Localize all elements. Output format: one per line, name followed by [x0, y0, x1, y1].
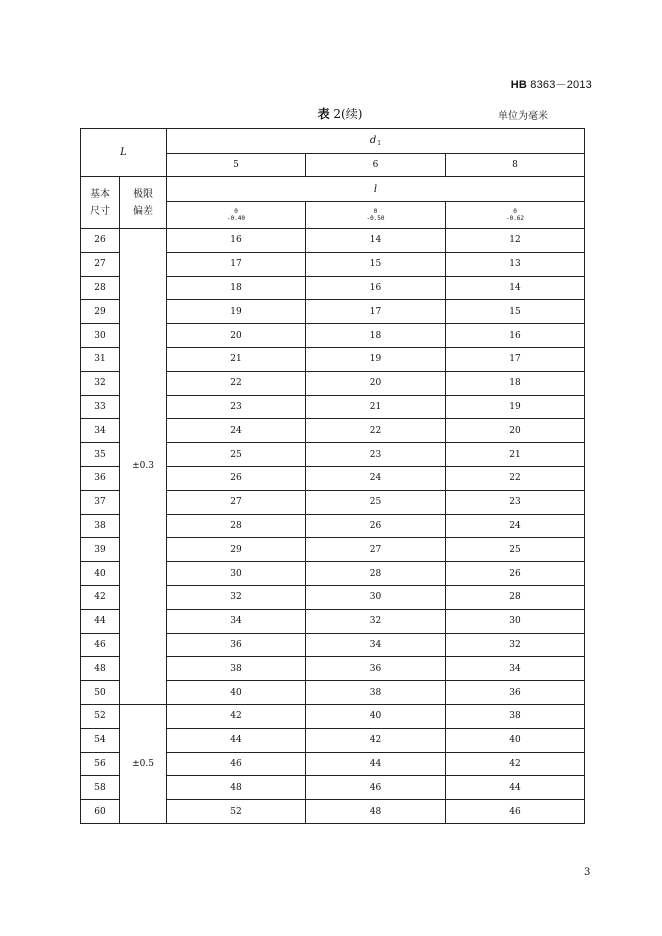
standard-prefix: HB [510, 79, 527, 91]
header-l-label: l [373, 183, 378, 195]
l-value-cell: 38 [167, 657, 306, 681]
l-value-cell: 25 [306, 490, 446, 514]
l-value-cell: 40 [167, 681, 306, 705]
l-value-cell: 14 [306, 229, 446, 253]
l-value-cell: 46 [167, 752, 306, 776]
standard-code [500, 76, 592, 92]
l-value-cell: 16 [167, 229, 306, 253]
l-value-cell: 21 [446, 443, 585, 467]
l-value-cell: 20 [167, 324, 306, 348]
tolerance-upper: 0 [373, 208, 378, 215]
basic-size-cell: 54 [81, 728, 120, 752]
header-L [81, 129, 167, 177]
basic-size-cell: 35 [81, 443, 120, 467]
basic-size-cell: 56 [81, 752, 120, 776]
dimension-table [80, 128, 585, 824]
tolerance-upper: 0 [234, 208, 238, 215]
basic-size-cell: 42 [81, 585, 120, 609]
l-value-cell: 22 [167, 371, 306, 395]
header-L-label: L [120, 147, 127, 158]
l-value-cell: 25 [167, 443, 306, 467]
header-d-label: d [369, 135, 377, 146]
l-value-cell: 19 [167, 300, 306, 324]
l-value-cell: 12 [446, 229, 585, 253]
header-limit-deviation-line: 偏差 [133, 205, 153, 217]
l-value-cell: 15 [446, 300, 585, 324]
basic-size-cell: 52 [81, 704, 120, 728]
basic-size-cell: 26 [81, 229, 120, 253]
l-value-cell: 34 [167, 609, 306, 633]
basic-size-cell: 34 [81, 419, 120, 443]
l-value-cell: 44 [167, 728, 306, 752]
basic-size-cell: 39 [81, 538, 120, 562]
l-value-cell: 14 [446, 276, 585, 300]
l-value-cell: 42 [446, 752, 585, 776]
l-value-cell: 30 [306, 585, 446, 609]
basic-size-cell: 44 [81, 609, 120, 633]
header-d-value: 5 [167, 154, 306, 177]
limit-deviation-cell: ±0.5 [120, 704, 167, 823]
basic-size-cell: 28 [81, 276, 120, 300]
l-value-cell: 27 [167, 490, 306, 514]
l-value-cell: 32 [446, 633, 585, 657]
basic-size-cell: 36 [81, 466, 120, 490]
l-value-cell: 44 [306, 752, 446, 776]
page-number: 3 [584, 867, 591, 878]
l-value-cell: 42 [167, 704, 306, 728]
l-value-cell: 18 [167, 276, 306, 300]
l-value-cell: 16 [446, 324, 585, 348]
basic-size-cell: 46 [81, 633, 120, 657]
basic-size-cell: 37 [81, 490, 120, 514]
l-value-cell: 13 [446, 252, 585, 276]
l-value-cell: 46 [446, 800, 585, 824]
l-value-cell: 19 [306, 347, 446, 371]
l-value-cell: 18 [306, 324, 446, 348]
l-value-cell: 23 [446, 490, 585, 514]
basic-size-cell: 60 [81, 800, 120, 824]
l-value-cell: 48 [306, 800, 446, 824]
header-d-value: 8 [446, 154, 585, 177]
l-value-cell: 30 [446, 609, 585, 633]
table-row [81, 704, 585, 728]
l-value-cell: 16 [306, 276, 446, 300]
table-body [81, 129, 585, 824]
l-value-cell: 21 [306, 395, 446, 419]
l-value-cell: 36 [306, 657, 446, 681]
tolerance-cell [167, 202, 306, 229]
l-value-cell: 44 [446, 776, 585, 800]
basic-size-cell: 48 [81, 657, 120, 681]
table-caption-number: 2(续) [329, 107, 363, 121]
basic-size-cell: 33 [81, 395, 120, 419]
l-value-cell: 25 [446, 538, 585, 562]
basic-size-cell: 58 [81, 776, 120, 800]
l-value-cell: 19 [446, 395, 585, 419]
l-value-cell: 23 [167, 395, 306, 419]
basic-size-cell: 40 [81, 562, 120, 586]
tolerance-upper: 0 [513, 208, 517, 215]
l-value-cell: 26 [446, 562, 585, 586]
header-limit-deviation-line: 极限 [133, 188, 153, 200]
l-value-cell: 28 [167, 514, 306, 538]
header-l [167, 177, 585, 202]
basic-size-cell: 29 [81, 300, 120, 324]
l-value-cell: 38 [306, 681, 446, 705]
l-value-cell: 32 [167, 585, 306, 609]
basic-size-cell: 50 [81, 681, 120, 705]
l-value-cell: 22 [306, 419, 446, 443]
unit-note: 单位为毫米 [498, 111, 548, 122]
l-value-cell: 18 [446, 371, 585, 395]
header-row-l [81, 177, 585, 202]
limit-deviation-cell: ±0.3 [120, 229, 167, 705]
basic-size-cell: 38 [81, 514, 120, 538]
l-value-cell: 36 [167, 633, 306, 657]
header-basic-size-line: 尺寸 [90, 205, 110, 217]
table-row [81, 229, 585, 253]
l-value-cell: 28 [306, 562, 446, 586]
l-value-cell: 17 [446, 347, 585, 371]
tolerance-lower: -0.50 [366, 215, 385, 222]
l-value-cell: 26 [167, 466, 306, 490]
tolerance-cell [306, 202, 446, 229]
header-basic-size [81, 177, 120, 229]
l-value-cell: 46 [306, 776, 446, 800]
l-value-cell: 23 [306, 443, 446, 467]
l-value-cell: 40 [446, 728, 585, 752]
basic-size-cell: 32 [81, 371, 120, 395]
l-value-cell: 40 [306, 704, 446, 728]
basic-size-cell: 27 [81, 252, 120, 276]
basic-size-cell: 31 [81, 347, 120, 371]
l-value-cell: 36 [446, 681, 585, 705]
l-value-cell: 20 [306, 371, 446, 395]
l-value-cell: 38 [446, 704, 585, 728]
header-d1 [167, 129, 585, 154]
l-value-cell: 24 [167, 419, 306, 443]
l-value-cell: 20 [446, 419, 585, 443]
l-value-cell: 17 [167, 252, 306, 276]
l-value-cell: 22 [446, 466, 585, 490]
l-value-cell: 24 [306, 466, 446, 490]
l-value-cell: 27 [306, 538, 446, 562]
l-value-cell: 52 [167, 800, 306, 824]
table-caption [280, 105, 400, 122]
l-value-cell: 34 [306, 633, 446, 657]
standard-number: 8363－2013 [527, 79, 592, 91]
l-value-cell: 21 [167, 347, 306, 371]
table-caption-prefix: 表 [317, 107, 330, 121]
l-value-cell: 28 [446, 585, 585, 609]
l-value-cell: 30 [167, 562, 306, 586]
l-value-cell: 26 [306, 514, 446, 538]
header-d-subscript: 1 [377, 140, 382, 147]
header-row-d [81, 129, 585, 154]
l-value-cell: 24 [446, 514, 585, 538]
header-basic-size-line: 基本 [90, 188, 110, 200]
basic-size-cell: 30 [81, 324, 120, 348]
l-value-cell: 29 [167, 538, 306, 562]
l-value-cell: 34 [446, 657, 585, 681]
l-value-cell: 48 [167, 776, 306, 800]
header-limit-deviation [120, 177, 167, 229]
l-value-cell: 17 [306, 300, 446, 324]
l-value-cell: 32 [306, 609, 446, 633]
l-value-cell: 42 [306, 728, 446, 752]
l-value-cell: 15 [306, 252, 446, 276]
tolerance-lower: -0.40 [226, 215, 246, 222]
tolerance-lower: -0.62 [505, 215, 525, 222]
tolerance-cell [446, 202, 585, 229]
header-d-value: 6 [306, 154, 446, 177]
